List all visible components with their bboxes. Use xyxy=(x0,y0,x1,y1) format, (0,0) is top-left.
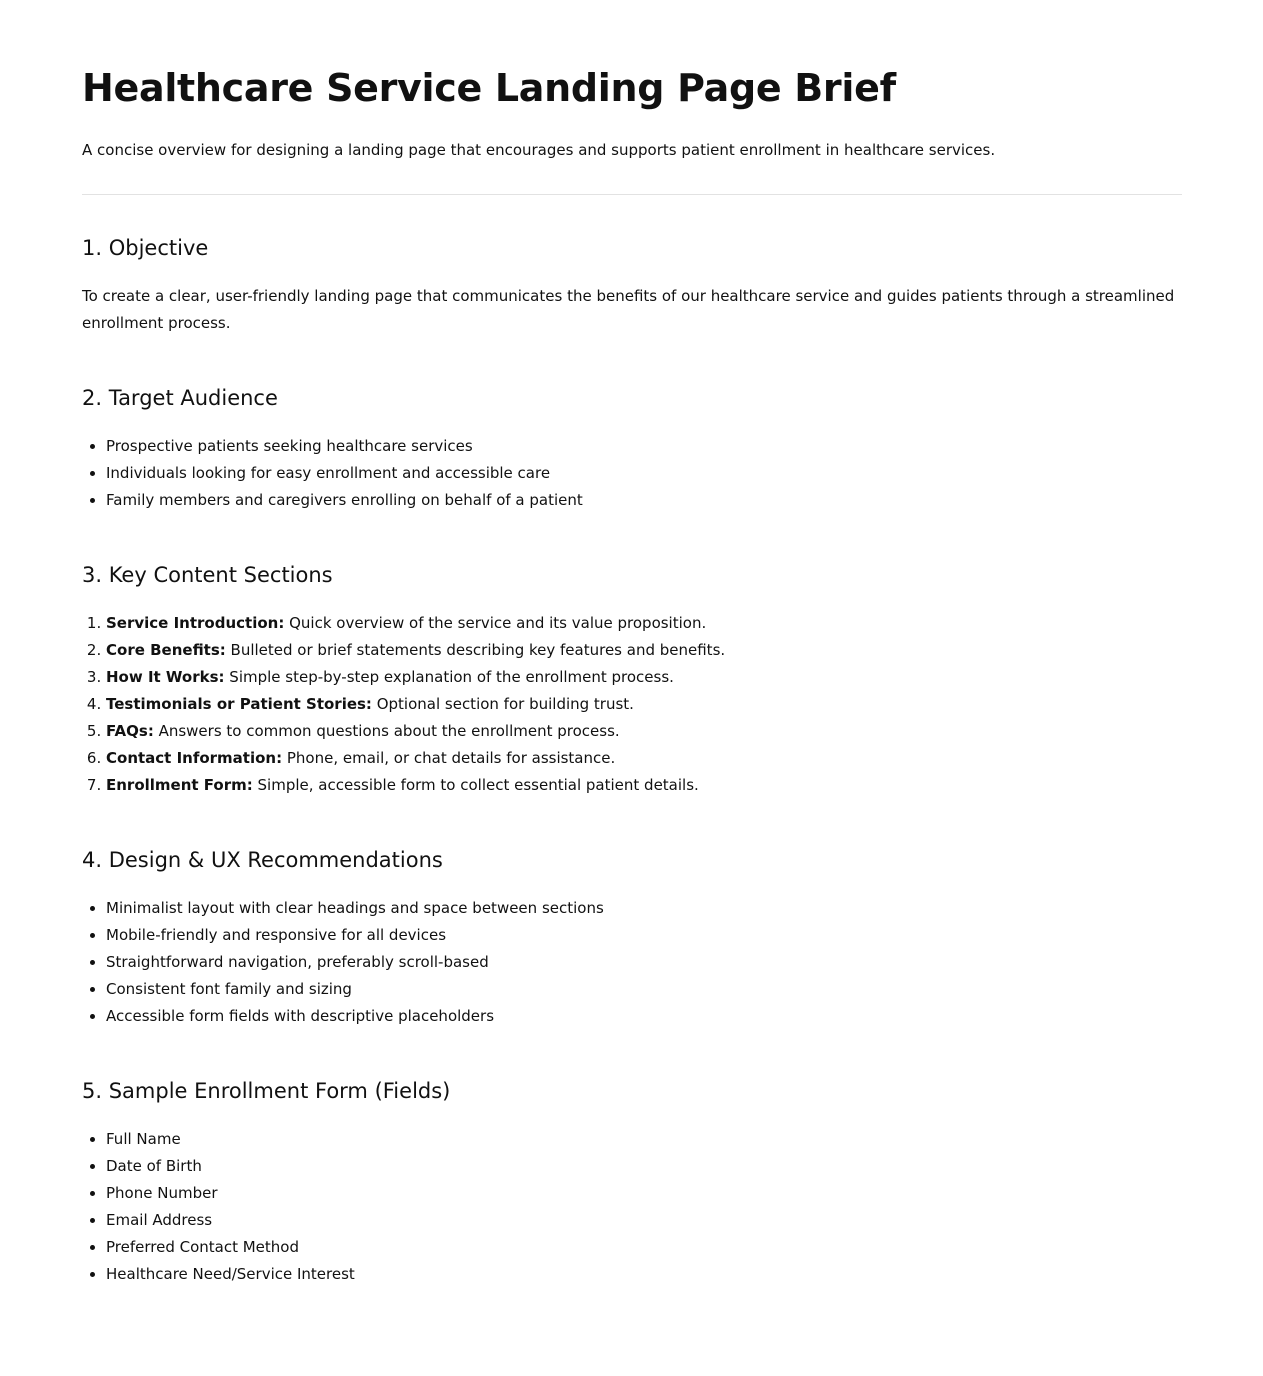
item-label: Enrollment Form: xyxy=(106,776,253,794)
item-text: Optional section for building trust. xyxy=(371,695,634,713)
list-item: • Full Name xyxy=(106,1126,1182,1153)
item-label: FAQs: xyxy=(106,722,154,740)
list-item: • Mobile-friendly and responsive for all devices xyxy=(106,922,1182,949)
item-text: Quick overview of the service and its value proposition. xyxy=(284,614,707,632)
list-item: • Individuals looking for easy enrollment and accessible care xyxy=(106,460,1182,487)
item-label: Contact Information: xyxy=(106,749,283,767)
section-heading: 3. Key Content Sections xyxy=(82,563,333,587)
form-fields-list xyxy=(82,1126,1182,1288)
item-label: Core Benefits: xyxy=(106,641,226,659)
objective-text: To create a clear, user-friendly landing page that communicates the benefits of our healthcare service and guides patients through a streamlined enrollment process. xyxy=(82,287,1175,332)
document-page xyxy=(82,0,1182,1288)
item-text: Simple step-by-step explanation of the enrollment process. xyxy=(224,668,674,686)
audience-list xyxy=(82,433,1182,514)
list-item: • Accessible form fields with descriptive placeholders xyxy=(106,1003,1182,1030)
page-title: Healthcare Service Landing Page Brief xyxy=(82,66,896,110)
list-item: • Preferred Contact Method xyxy=(106,1234,1182,1261)
list-item xyxy=(106,745,1182,772)
item-text: Answers to common questions about the enrollment process. xyxy=(153,722,620,740)
item-label: Testimonials or Patient Stories: xyxy=(106,695,372,713)
section-heading: 1. Objective xyxy=(82,236,209,260)
list-item xyxy=(106,610,1182,637)
list-item: • Minimalist layout with clear headings and space between sections xyxy=(106,895,1182,922)
item-label: Service Introduction: xyxy=(106,614,285,632)
item-label: How It Works: xyxy=(106,668,225,686)
list-item: • Family members and caregivers enrolling on behalf of a patient xyxy=(106,487,1182,514)
divider xyxy=(82,194,1182,195)
list-item xyxy=(106,691,1182,718)
list-item: • Healthcare Need/Service Interest xyxy=(106,1261,1182,1288)
section-heading: 5. Sample Enrollment Form (Fields) xyxy=(82,1079,451,1103)
content-sections-list xyxy=(82,610,1182,799)
list-item: • Date of Birth xyxy=(106,1153,1182,1180)
section-heading: 4. Design & UX Recommendations xyxy=(82,848,443,872)
section-design-ux xyxy=(82,845,1182,1030)
list-item xyxy=(106,637,1182,664)
section-objective xyxy=(82,233,1182,337)
list-item: • Prospective patients seeking healthcare services xyxy=(106,433,1182,460)
section-key-content xyxy=(82,560,1182,799)
list-item: • Phone Number xyxy=(106,1180,1182,1207)
item-text: Simple, accessible form to collect essential patient details. xyxy=(252,776,699,794)
list-item xyxy=(106,718,1182,745)
item-text: Bulleted or brief statements describing key features and benefits. xyxy=(225,641,726,659)
section-enrollment-form xyxy=(82,1076,1182,1288)
list-item xyxy=(106,772,1182,799)
list-item: • Consistent font family and sizing xyxy=(106,976,1182,1003)
list-item: • Email Address xyxy=(106,1207,1182,1234)
list-item xyxy=(106,664,1182,691)
item-text: Phone, email, or chat details for assistance. xyxy=(282,749,616,767)
section-target-audience xyxy=(82,383,1182,514)
page-subtitle: A concise overview for designing a landing page that encourages and supports patient enrollment in healthcare services. xyxy=(82,141,996,159)
design-list xyxy=(82,895,1182,1030)
section-heading: 2. Target Audience xyxy=(82,386,278,410)
list-item: • Straightforward navigation, preferably scroll-based xyxy=(106,949,1182,976)
